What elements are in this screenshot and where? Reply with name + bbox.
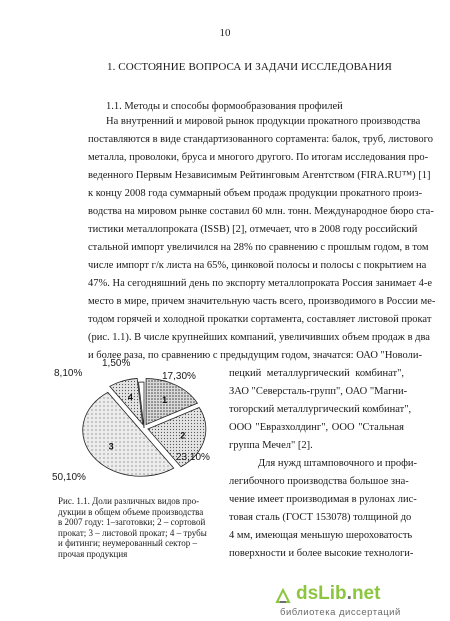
- right-column-line: товая сталь (ГОСТ 153078) толщиной до: [229, 512, 412, 523]
- right-column-line: 4 мм, имеющая меньшую шероховатость: [229, 530, 413, 541]
- pie-slice-number: 3: [108, 441, 114, 452]
- figure-caption-line: прочая продукция: [58, 548, 128, 559]
- figure-caption-line: прокат; 3 – листовой прокат; 4 – трубы: [58, 527, 207, 538]
- pie-slice-number: 4: [127, 392, 133, 403]
- right-column-line: легибочного производства большое зна-: [229, 476, 409, 487]
- right-column-line: ООО "Евразхолдинг", ООО "Стальная: [229, 422, 404, 433]
- figure-caption-line: в 2007 году: 1–заготовки; 2 – сортовой: [58, 517, 206, 527]
- body-line: к концу 2008 года суммарный объем продаж продукции прокатного произ-: [88, 188, 423, 199]
- figure-caption-line: дукции в общем объеме производства: [58, 506, 204, 517]
- watermark-logo-main: dsLib: [296, 583, 347, 604]
- body-line: веденного Первым Независимым Рейтинговым Агентством (FIRA.RU™) [1]: [88, 170, 431, 181]
- right-column-line: пецкий металлургический комбинат",: [229, 368, 404, 379]
- section-heading: 1. СОСТОЯНИЕ ВОПРОСА И ЗАДАЧИ ИССЛЕДОВАНИЯ: [107, 61, 392, 73]
- watermark: [270, 583, 450, 621]
- watermark-logo: [296, 583, 380, 605]
- watermark-logo-tld: net: [351, 583, 381, 604]
- body-line: стальной импорт увеличился на 28% по сравнению с прошлым годом, в том: [88, 242, 429, 253]
- right-column-line: поверхности и более высокие технологи-: [229, 548, 414, 559]
- page-number: 10: [219, 27, 231, 39]
- right-column-line: группа Мечел" [2].: [229, 440, 313, 451]
- watermark-subtitle: библиотека диссертаций: [280, 607, 401, 618]
- pie-slice-number: 2: [180, 430, 186, 441]
- right-column-line: чение имеет производимая в рулонах лис-: [229, 494, 417, 505]
- pie-value-label: 1,50%: [102, 358, 131, 369]
- pie-chart: [52, 358, 230, 492]
- figure-caption-line: Рис. 1.1. Доли различных видов про-: [58, 496, 200, 506]
- body-line: (рис. 1.1). В числе крупнейших компаний, увеличивших объем продаж в два: [88, 332, 430, 343]
- body-line: 47%. На сегодняшний день по экспорту металлопроката Россия занимает 4-е: [88, 278, 433, 289]
- right-column-line: тогорский металлургический комбинат",: [229, 404, 412, 415]
- right-column-line: Для нужд штамповочного и профи-: [258, 458, 418, 469]
- pie-slice-number: 1: [162, 395, 168, 406]
- body-line: металла, проволоки, бруса и многого другого. По итогам исследования про-: [88, 152, 429, 163]
- body-line: тистики металлопроката (ISSB) [2], отмечает, что в 2008 году российский: [88, 224, 418, 235]
- dslib-logo-icon: [274, 587, 292, 605]
- body-line: место в мире, причем значительную часть всего, производимого в России ме-: [88, 296, 436, 307]
- body-line: водства на мировом рынке составил 60 млн. тонн. Международное бюро ста-: [88, 206, 434, 217]
- pie-value-label: 17,30%: [162, 371, 196, 382]
- body-line: и более раза, по сравнению с предыдущим годом, значатся: ОАО "Новоли-: [88, 350, 423, 361]
- figure-caption-line: и фитинги; неумерованный сектор –: [58, 538, 197, 548]
- watermark-logo-dot: .: [346, 583, 352, 604]
- body-line: На внутренний и мировой рынок продукции прокатного производства: [106, 116, 421, 127]
- right-column-line: ЗАО "Северсталь-групп", ОАО "Магни-: [229, 386, 408, 397]
- pie-value-label: 8,10%: [54, 368, 83, 379]
- body-line: поставляются в виде стандартизованного сортамента: балок, труб, листового: [88, 134, 433, 145]
- body-line: тодом горячей и холодной прокатки сортамента, составляет листовой прокат: [88, 314, 432, 325]
- pie-value-label: 50,10%: [52, 472, 86, 483]
- pie-value-label: 23,10%: [176, 452, 210, 463]
- subsection-heading: 1.1. Методы и способы формообразования профилей: [106, 101, 343, 112]
- body-line: числе импорт г/к листа на 65%, цинковой полосы и полосы с покрытием на: [88, 260, 427, 271]
